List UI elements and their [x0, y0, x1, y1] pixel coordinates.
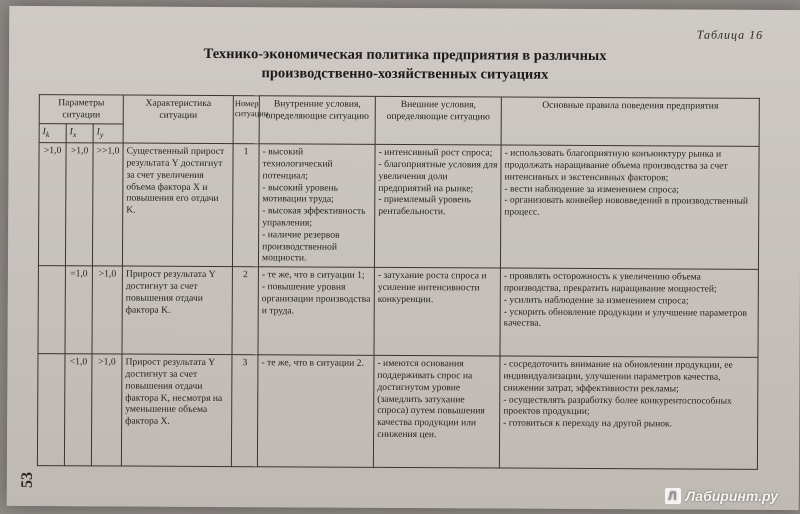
book-page [7, 6, 800, 510]
row3-rules: - сосредоточить внимание на обновлении продукции, ее индивидуализации, улучшении параметров качества, снижении затрат, эффективности рекламы; - осуществлять разработку более конкурентоспособных проектов продукции; - готовиться к переходу на другой рынок. [499, 356, 758, 469]
row2-ik [38, 266, 65, 354]
row2-ix: =1,0 [65, 266, 92, 354]
table-number: Таблица 16 [696, 27, 764, 42]
row3-number: 3 [231, 355, 258, 467]
watermark-text: Лабиринт.ру [685, 488, 778, 504]
labirint-logo-icon: Л [665, 488, 681, 504]
row2-iy: >1,0 [92, 266, 122, 354]
row2-rules: - проявлять осторожность к увеличению объема производства, прекратить наращивание мощностей; - усилить наблюдение за изменением спроса; - ускорить обновление продукции и улучшение параметров качества. [500, 268, 758, 357]
row2-characteristic: Прирост результата Y достигнут за счет повышения отдачи фактора K. [122, 266, 232, 355]
header-ik: $I_k$ [39, 123, 66, 143]
header-rules: Основные правила поведения предприятия [501, 97, 759, 147]
row2-external: - затухание роста спроса и усиление интенсивности конкуренции. [374, 268, 500, 357]
row1-ik: >1,0 [38, 143, 66, 266]
row3-characteristic: Прирост результата Y достигнут за счет повышения отдачи фактора K, несмотря на уменьшение объема фактора X. [121, 354, 232, 467]
row1-external: - интенсивный рост спроса; - благоприятные условия для увеличения доли предприятий на рынке; - приемлемый уровень рентабельности. [374, 145, 501, 269]
row3-iy: >1,0 [91, 354, 122, 466]
header-ix: $I_x$ [66, 123, 93, 143]
header-characteristic: Характеристика ситуации [123, 95, 233, 144]
row3-internal: - те же, что в ситуации 2. [257, 355, 374, 468]
situations-table [37, 94, 760, 470]
title-line-1: Технико-экономическая политика предприятия в различных [203, 45, 607, 65]
header-number: Номер ситуации [233, 96, 259, 144]
row3-ix: <1,0 [64, 354, 92, 466]
watermark [665, 488, 778, 504]
row1-number: 1 [232, 144, 259, 267]
header-params: Параметры ситуации [39, 95, 123, 124]
header-iy: $I_y$ [93, 123, 123, 143]
row3-ik [37, 354, 65, 466]
row3-external: - имеются основания поддерживать спрос на достигнутом уровне (замедлить затухание спроса) путем повышения качества продукции или снижения цен. [373, 356, 500, 469]
header-internal: Внутренние условия, определяющие ситуацию [259, 96, 375, 145]
row1-iy: >>1,0 [92, 143, 123, 266]
table-title [9, 44, 800, 86]
row1-rules: - использовать благоприятную конъюнктуру рынка и продолжать наращивание объема производства за счет интенсивных и экстенсивных факторов; - вести наблюдение за изменением спроса; - организовать конвейер нововведений в производственный процесс. [500, 145, 759, 269]
title-line-2: производственно-хозяйственных ситуациях [261, 65, 549, 83]
page-number: 53 [18, 471, 36, 489]
row2-number: 2 [232, 267, 258, 355]
row1-ix: >1,0 [65, 143, 93, 266]
row1-characteristic: Существенный прирост результата Y достигнут за счет увеличения объема фактора X и повышения его отдачи K. [122, 143, 233, 267]
header-row [39, 95, 759, 127]
row2-internal: - те же, что в ситуации 1; - повышение уровня организации производства и труда. [258, 267, 374, 356]
row1-internal: - высокий технологический потенциал; - высокий уровень мотивации труда; - высокая эффективность управления; - наличие резервов производственной мощности. [258, 144, 375, 268]
table-row [38, 266, 758, 358]
table-row [38, 143, 759, 270]
header-external: Внешние условия, определяющие ситуацию [375, 96, 501, 145]
table-row [37, 354, 758, 470]
